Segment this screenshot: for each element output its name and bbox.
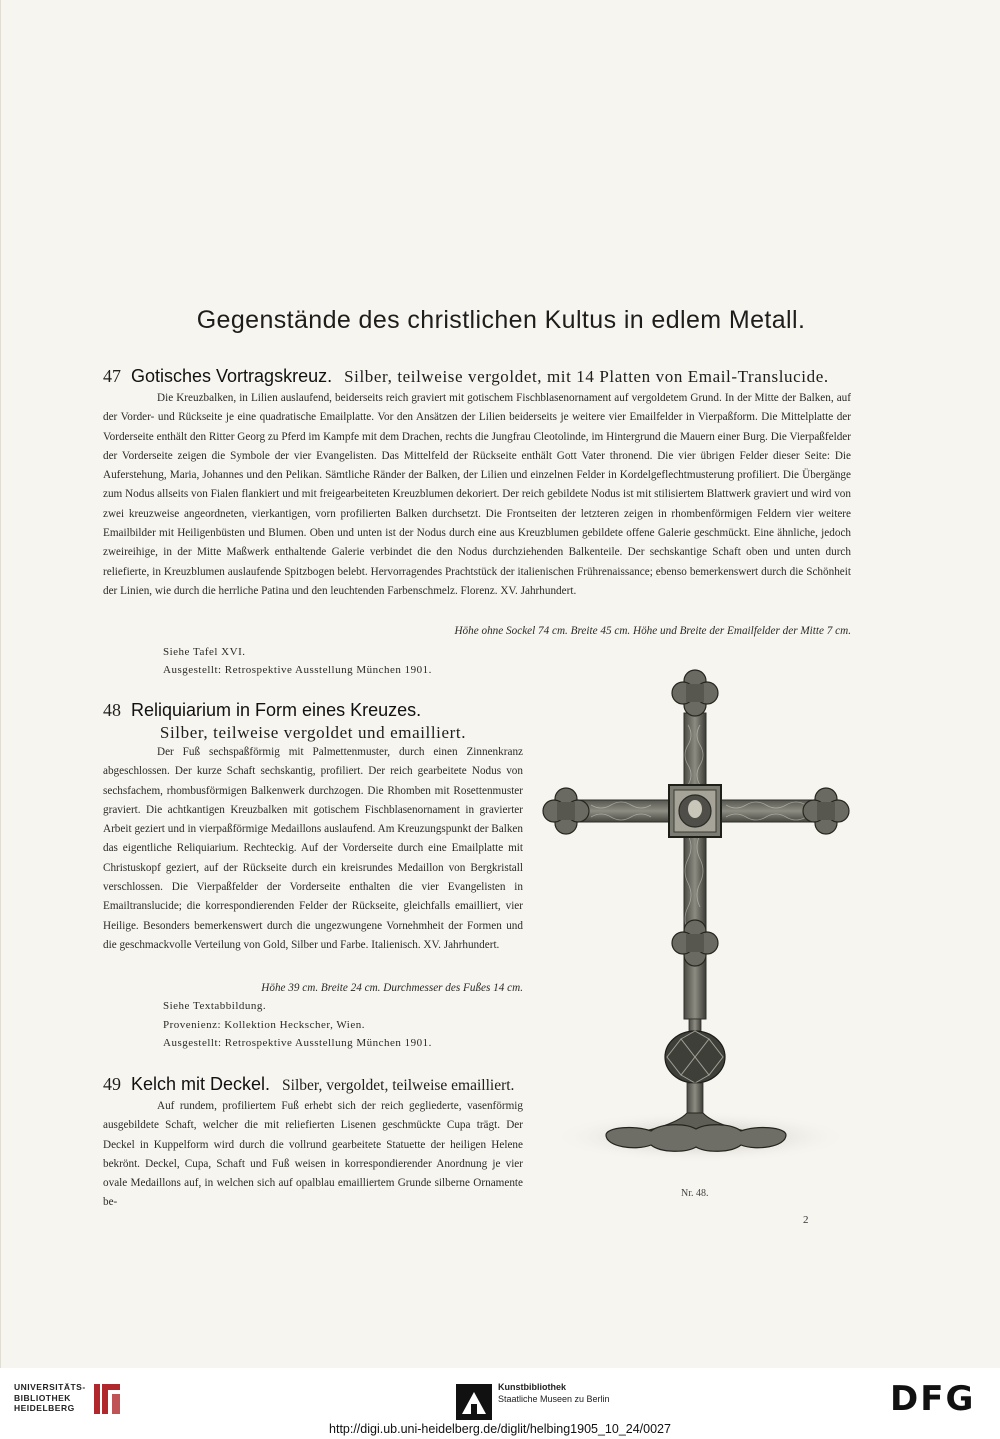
entry-47-exhibited: Ausgestellt: Retrospektive Ausstellung München 1901. <box>163 664 432 676</box>
entry-48-reference: Siehe Textabbildung. <box>163 1000 267 1012</box>
uni-line-2: BIBLIOTHEK <box>14 1392 71 1403</box>
entry-48-heading <box>103 700 523 743</box>
kb-title: Kunstbibliothek <box>498 1382 566 1392</box>
uni-line-3: HEIDELBERG <box>14 1403 75 1413</box>
entry-49-description: Auf rundem, profiliertem Fuß erhebt sich der reich gegliederte, vasenförmig ausgebildete Schaft, welcher die mit reliefierten Lisenen geschmückte Cupa trägt. Der Deckel in Kuppelform wird durch die vollrund gearbeitete Statuette der heiligen Helene bekrönt. Deckel, Cupa, Schaft und Fuß weisen in korrespondierender Anordnung je vier ovale Medaillons auf, in welchen sich auf opalblau emailliertem Grunde silberne Ornamente be- <box>103 1100 523 1209</box>
entry-material: Silber, vergoldet, teilweise emailliert. <box>282 1077 515 1094</box>
entry-number: 47 <box>103 366 121 386</box>
entry-name: Reliquiarium in Form eines Kreuzes. <box>131 700 422 720</box>
uni-heidelberg-emblem-icon <box>92 1380 126 1418</box>
entry-material: Silber, teilweise vergoldet, mit 14 Platten von Email-Translucide. <box>344 367 829 386</box>
university-library-logo <box>14 1382 86 1414</box>
digitization-footer <box>0 1368 1000 1439</box>
entry-material: Silber, teilweise vergoldet und emailliert. <box>159 723 467 742</box>
figure-caption: Nr. 48. <box>681 1188 709 1199</box>
entry-48-description: Der Fuß sechspaßförmig mit Palmettenmuster, durch einen Zinnenkranz abgeschlossen. Der kurze Schaft sechskantig, profiliert. Der reich gearbeitete Nodus von sechsfachem, rhombusförmigen Balkenwerk durchzogen. Die Rhomben mit Rosettenmuster graviert. Die achtkantigen Kreuzbalken mit gotischem Fischblasenornament in gravierter Arbeit geziert und in vierpaßförmige Medaillons auslaufend. Am Kreuzungspunkt der Balken das eigentliche Reliquiarium. Rechteckig. Auf der Vorderseite durch eine Emailplatte mit Christuskopf geziert, auf der Rückseite durch ein kreisrundes Medaillon von Bergkristall verschlossen. Die Vierpaßfelder der Vorderseite enthalten die vier Evangelisten in Emailtranslucide; die korrespondierenden Felder der Rückseite, gleichfalls emailliert, vier Heilige. Besonders bemerkenswert durch die ungezwungene Vornehmheit der Formen und die geschmackvolle Verteilung von Gold, Silber und Farbe. Italienisch. XV. Jahrhundert. <box>103 746 523 951</box>
uni-line-1: UNIVERSITÄTS- <box>14 1382 86 1392</box>
entry-47-description: Die Kreuzbalken, in Lilien auslaufend, beiderseits reich graviert mit gotischem Fischblasenornament auf vergoldetem Grund. In der Mitte der Balken, auf der Vorder- und Rückseite je eine quadratische Emailplatte. Vor den Ansätzen der Lilien beiderseits je weitere vier Emailfelder in Vierpaßform. Die Mittelplatte der Vorderseite enthält den Ritter Georg zu Pferd im Kampfe mit dem Drachen, rechts die Jungfrau Cleotolinde, im Hintergrund die Mauern einer Burg. Die Vierpaßfelder der Vorderseite zeigen die Symbole der vier Evangelisten. Das Mittelfeld der Rückseite enthält Gott Vater thronend. Die vier übrigen Felder dieser Seite: Die Auferstehung, Maria, Johannes und den Pelikan. Sämtliche Ränder der Balken, der Lilien und einzelnen Felder in Kordelgeflechtmusterung profiliert. Die Übergänge zum Nodus allseits von Fialen flankiert und mit freigearbeiteten Kreuzblumen dekoriert. Der reich gebildete Nodus ist mit stilisiertem Blattwerk graviert und wird von zwei kreuzweise angeordneten, vierkantigen, vorn profilierten Balken durchsetzt. Die Frontseiten der letzteren zeigen in rhombenförmigen Feldern vier weitere Emailbilder mit Heiligenbüsten und Blumen. Oben und unten ist der Nodus durch eine aus Kreuzblumen gebildete offene Galerie geschmückt. Eine ähnliche, jedoch zweireihige, in der Mitte Maßwerk enthaltende Galerie verbindet die den Nodus durchziehenden Balkenteile. Der sechskantige Schaft oben und unten durch reliefierte, in Kreuzblumen auslaufende Spitzbogen belebt. Hervorragendes Prachtstück der italienischen Frührenaissance; ebenso bemerkenswert durch die Schönheit der Linien, wie durch die herrliche Patina und den leuchtenden Farbenschmelz. Florenz. XV. Jahrhundert. <box>103 392 851 597</box>
entry-48-provenance: Provenienz: Kollektion Heckscher, Wien. <box>163 1019 365 1031</box>
entry-49-heading <box>103 1074 523 1095</box>
page-number: 2 <box>803 1214 809 1226</box>
entry-number: 48 <box>103 700 121 720</box>
kunstbibliothek-label <box>498 1382 610 1404</box>
kunstbibliothek-icon <box>456 1384 492 1420</box>
entry-48-measurements: Höhe 39 cm. Breite 24 cm. Durchmesser des Fußes 14 cm. <box>261 982 523 994</box>
entry-name: Kelch mit Deckel. <box>131 1074 271 1094</box>
entry-48-exhibited: Ausgestellt: Retrospektive Ausstellung München 1901. <box>163 1037 432 1049</box>
dfg-text: DFG <box>890 1379 976 1419</box>
entry-number: 49 <box>103 1074 121 1094</box>
entry-47-reference: Siehe Tafel XVI. <box>163 646 246 658</box>
entry-name: Gotisches Vortragskreuz. <box>131 366 333 386</box>
kb-subtitle: Staatliche Museen zu Berlin <box>498 1394 610 1404</box>
entry-47-measurements: Höhe ohne Sockel 74 cm. Breite 45 cm. Höhe und Breite der Emailfelder der Mitte 7 cm. <box>454 625 851 637</box>
source-url[interactable]: http://digi.ub.uni-heidelberg.de/diglit/helbing1905_10_24/0027 <box>329 1422 671 1436</box>
page-title: Gegenstände des christlichen Kultus in edlem Metall. <box>196 306 806 334</box>
cross-reliquary-image <box>536 665 866 1165</box>
entry-47-heading <box>103 366 829 387</box>
dfg-logo <box>890 1380 975 1418</box>
